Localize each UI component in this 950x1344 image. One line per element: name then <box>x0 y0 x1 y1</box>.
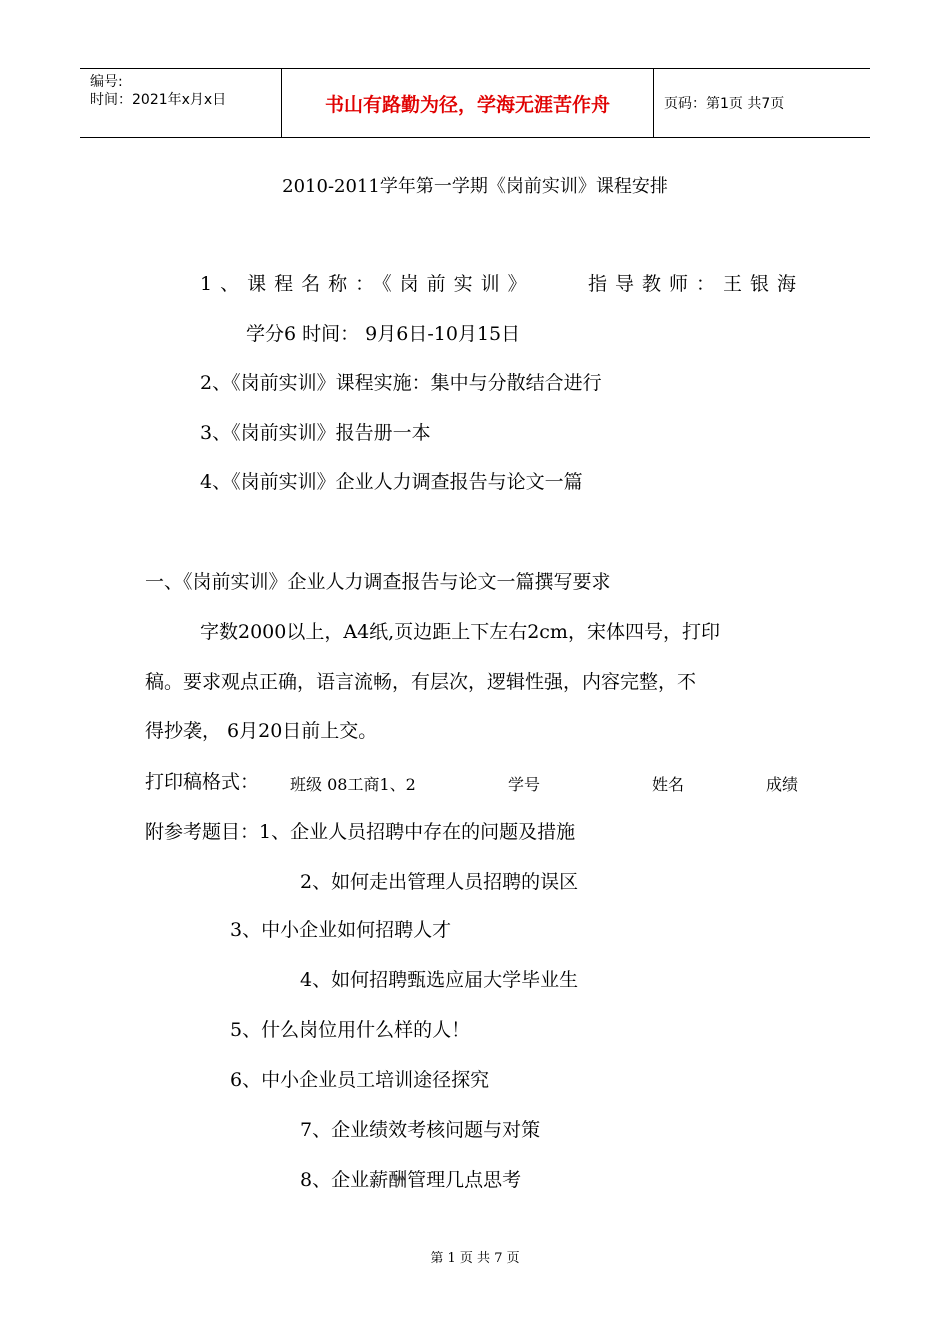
topic-5: 5、什么岗位用什么样的人！ <box>230 1019 471 1041</box>
time-label: 时间：2021年x月x日 <box>90 92 227 108</box>
format-class: 班级 08工商1、2 <box>290 775 416 794</box>
format-name: 姓名 <box>652 775 685 794</box>
motto: 书山有路勤为径，学海无涯苦作舟 <box>282 69 654 137</box>
header-table <box>80 68 870 138</box>
item-2: 2、《岗前实训》课程实施：集中与分散结合进行 <box>200 372 602 394</box>
requirements-line-2: 稿。要求观点正确，语言流畅，有层次，逻辑性强，内容完整，不 <box>145 671 697 693</box>
requirements-line-1: 字数2000以上，A4纸,页边距上下左右2cm，宋体四号，打印 <box>200 621 720 643</box>
header-left-cell <box>80 69 282 137</box>
topic-4: 4、如何招聘甄选应届大学毕业生 <box>300 969 579 991</box>
requirements-line-3: 得抄袭， 6月20日前上交。 <box>145 720 378 742</box>
topic-8: 8、企业薪酬管理几点思考 <box>300 1169 522 1191</box>
section-heading: 一、《岗前实训》企业人力调查报告与论文一篇撰写要求 <box>145 571 611 593</box>
topic-6: 6、中小企业员工培训途径探究 <box>230 1069 490 1091</box>
item-3: 3、《岗前实训》报告册一本 <box>200 422 431 444</box>
item-1-credit-time: 学分6 时间： 9月6日-10月15日 <box>246 323 521 345</box>
format-score: 成绩 <box>766 775 799 794</box>
topic-3: 3、中小企业如何招聘人才 <box>230 919 452 941</box>
item-1-instructor: 指导教师：王银海 <box>588 273 805 295</box>
page-info: 页码：第1页 共7页 <box>664 96 785 112</box>
page-footer: 第 1 页 共 7 页 <box>430 1251 520 1266</box>
topic-7: 7、企业绩效考核问题与对策 <box>300 1119 541 1141</box>
topics-label: 附参考题目：1、企业人员招聘中存在的问题及措施 <box>145 821 576 843</box>
format-label: 打印稿格式： <box>145 771 260 793</box>
number-label: 编号: <box>90 74 123 90</box>
item-1-course-name: 1、课程名称：《岗前实训》 <box>200 273 535 295</box>
format-student-id: 学号 <box>508 775 541 794</box>
document-title: 2010-2011学年第一学期《岗前实训》课程安排 <box>282 176 668 197</box>
item-4: 4、《岗前实训》企业人力调查报告与论文一篇 <box>200 471 583 493</box>
topic-2: 2、如何走出管理人员招聘的误区 <box>300 871 579 893</box>
